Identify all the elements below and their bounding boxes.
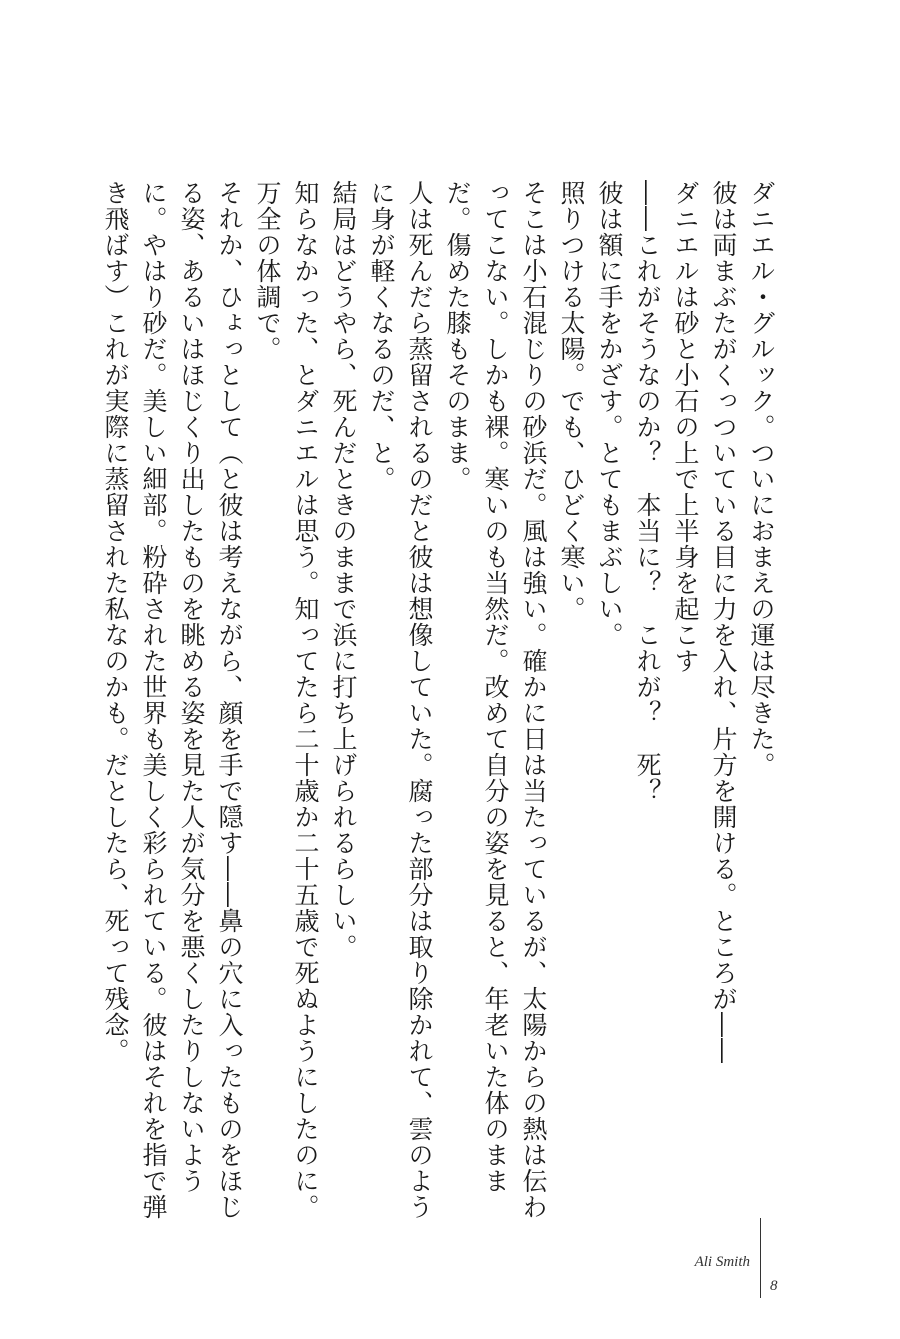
paragraph-3: ダニエルは砂と小石の上で上半身を起こす — [671, 180, 700, 674]
vertical-text-block — [100, 180, 780, 1220]
paragraph-9: 結局はどうやら、死んだときのままで浜に打ち上げられるらしい。 — [329, 180, 358, 960]
paragraph-8: 人は死んだら蒸留されるのだと彼は想像していた。腐った部分は取り除かれて、雲のように身が軽くなるのだ、と。 — [367, 180, 434, 1220]
paragraph-7: そこは小石混じりの砂浜だ。風は強い。確かに日は当たっているが、太陽からの熱は伝わってこない。しかも裸。寒いのも当然だ。改めて自分の姿を見ると、年老いた体のままだ。傷めた膝もそのまま。 — [443, 180, 548, 1220]
paragraph-1: ダニエル・グルック。ついにおまえの運は尽きた。 — [747, 180, 776, 778]
paragraph-4: ――これがそうなのか？ 本当に？ これが？ 死？ — [633, 180, 662, 804]
paragraph-11: 万全の体調で。 — [253, 180, 282, 362]
paragraph-5: 彼は額に手をかざす。とてもまぶしい。 — [595, 180, 624, 648]
paragraph-2: 彼は両まぶたがくっついている目に力を入れ、片方を開ける。ところが―― — [709, 180, 738, 1064]
footer-author: Ali Smith — [694, 1254, 750, 1270]
paragraph-6: 照りつける太陽。でも、ひどく寒い。 — [557, 180, 586, 622]
paragraph-12: それか、ひょっとして（と彼は考えながら、顔を手で隠す――鼻の穴に入ったものをほじる姿、あるいはほじくり出したものを眺める姿を見た人が気分を悪くしたりしないように。やはり砂だ。美しい細部。粉砕された世界も美しく彩られている。彼はそれを指で弾き飛ばす）これが実際に蒸留された私なのかも。だとしたら、死って残念。 — [101, 180, 244, 1220]
paragraph-10: 知らなかった、とダニエルは思う。知ってたら二十歳か二十五歳で死ぬようにしたのに。 — [291, 180, 320, 1220]
page-number: 8 — [770, 1278, 778, 1294]
footer-divider — [760, 1218, 761, 1298]
